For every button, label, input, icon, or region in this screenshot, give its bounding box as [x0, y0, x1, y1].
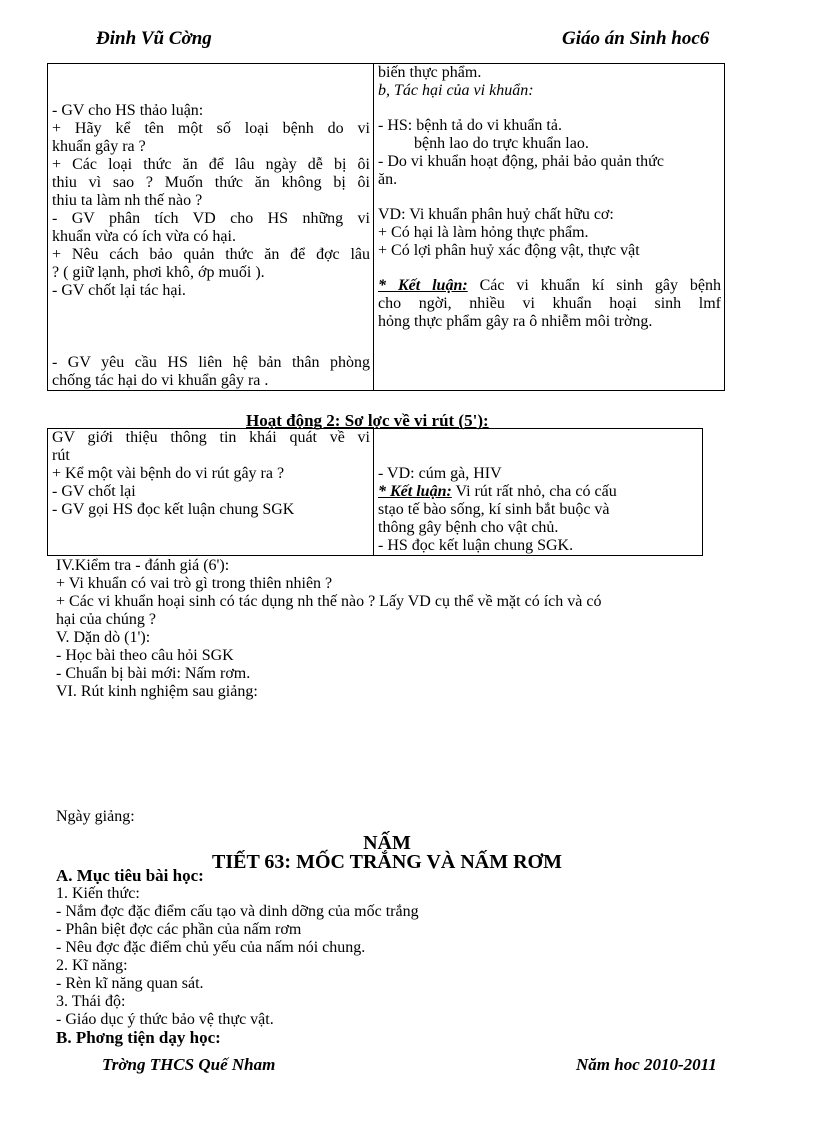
table2-right-cell — [374, 429, 703, 556]
table1-left-line: ? ( giữ lạnh, phơi khô, ớp muối ). — [52, 264, 265, 281]
table2-left-cell — [48, 429, 374, 556]
conclusion-line — [378, 277, 721, 295]
conclusion-line: hỏng thực phẩm gây ra ô nhiễm môi trờng. — [378, 313, 653, 330]
review-line: IV.Kiểm tra - đánh giá (6'): — [56, 557, 230, 574]
objective-line: 1. Kiến thức: — [56, 885, 140, 902]
date-label: Ngày giảng: — [56, 808, 135, 825]
table1-left-line: - GV chốt lại tác hại. — [52, 282, 186, 299]
lesson-table-2 — [47, 428, 703, 556]
conclusion-line: stạo tế bào sống, kí sinh bắt buộc và — [378, 501, 610, 518]
objective-line: - Nêu đợc đặc điểm chủ yếu của nấm nói chung. — [56, 939, 366, 956]
objective-line: - Phân biệt đợc các phần của nấm rơm — [56, 921, 302, 938]
table1-right-line: ăn. — [378, 171, 398, 188]
table1-right-line: bệnh lao do trực khuẩn lao. — [414, 135, 589, 152]
table1-left-line: thiu vì sao ? Muốn thức ăn không bị ôi — [52, 174, 370, 191]
table1-left-line: khuẩn vừa có ích vừa có hại. — [52, 228, 236, 245]
table1-right-line: + Có lợi phân huỷ xác động vật, thực vật — [378, 242, 640, 259]
objective-line: - Nắm đợc đặc điểm cấu tạo và dinh dỡng của mốc trắng — [56, 903, 419, 920]
conclusion-line — [378, 483, 699, 501]
header-author: Đinh Vũ Cờng — [96, 28, 212, 49]
footer-year: Năm hoc 2010-2011 — [576, 1055, 717, 1074]
conclusion-line: thông gây bệnh cho vật chủ. — [378, 519, 559, 536]
table1-left-line: chống tác hại do vi khuẩn gây ra . — [52, 372, 269, 389]
table2-left-line: + Kể một vài bệnh do vi rút gây ra ? — [52, 465, 285, 482]
lesson-table-1 — [47, 63, 725, 391]
review-section — [56, 557, 736, 701]
header-subject: Giáo án Sinh hoc6 — [562, 28, 710, 49]
table1-left-line: khuẩn gây ra ? — [52, 138, 146, 155]
table1-left-line: - GV yêu cầu HS liên hệ bản thân phòng — [52, 354, 370, 371]
table2-left-line: GV giới thiệu thông tin khái quát về vi — [52, 429, 370, 446]
table1-left-line: - GV phân tích VD cho HS những vi — [52, 210, 370, 227]
table1-right-cell — [374, 64, 725, 391]
review-line: V. Dặn dò (1'): — [56, 629, 151, 646]
conclusion-line: cho ngời, nhiều vi khuẩn hoại sinh lmf — [378, 295, 721, 312]
table1-left-line: + Nêu cách bảo quản thức ăn để đợc lâu — [52, 246, 370, 263]
conclusion-text: Các vi khuẩn kí sinh gây bệnh — [467, 277, 721, 294]
table1-left-line: thiu ta làm nh thế nào ? — [52, 192, 203, 209]
table2-left-line: - GV chốt lại — [52, 483, 136, 500]
table1-right-line: VD: Vi khuẩn phân huỷ chất hữu cơ: — [378, 206, 614, 223]
activity2-title: Hoạt động 2: Sơ lợc về vi rút (5'): — [246, 411, 489, 430]
table2-right-line: - VD: cúm gà, HIV — [378, 465, 502, 482]
objective-line: 2. Kĩ năng: — [56, 957, 128, 974]
conclusion-label: * Kết luận: — [378, 483, 452, 500]
review-line: - Chuẩn bị bài mới: Nấm rơm. — [56, 665, 251, 682]
section-a-heading: A. Mục tiêu bài học: — [56, 866, 204, 885]
conclusion-label: * Kết luận: — [378, 277, 468, 294]
table1-right-line: biến thực phẩm. — [378, 64, 482, 81]
objective-line: - Giáo dục ý thức bảo vệ thực vật. — [56, 1011, 274, 1028]
table1-left-line: + Hãy kể tên một số loại bệnh do vi — [52, 120, 370, 137]
table1-right-line: - Do vi khuẩn hoạt động, phải bảo quản thức — [378, 153, 664, 170]
table2-right-line: - HS đọc kết luận chung SGK. — [378, 537, 574, 554]
footer-school: Trờng THCS Quế Nham — [102, 1055, 276, 1074]
review-line: - Học bài theo câu hỏi SGK — [56, 647, 234, 664]
lesson-title-main: NẤM — [363, 832, 411, 854]
objective-line: - Rèn kĩ năng quan sát. — [56, 975, 204, 992]
review-line: hại của chúng ? — [56, 611, 156, 628]
subheading-harm: b, Tác hại của vi khuẩn: — [378, 82, 534, 99]
review-line: + Các vi khuẩn hoại sinh có tác dụng nh thế nào ? Lấy VD cụ thể về mặt có ích và có — [56, 593, 602, 610]
table1-left-line: - GV cho HS thảo luận: — [52, 102, 204, 119]
section-b-heading: B. Phơng tiện dạy học: — [56, 1028, 221, 1047]
review-line: + Vi khuẩn có vai trò gì trong thiên nhiên ? — [56, 575, 333, 592]
table1-left-cell — [48, 64, 374, 391]
objectives-list — [56, 885, 736, 1029]
review-line: VI. Rút kinh nghiệm sau giảng: — [56, 683, 258, 700]
table2-left-line: - GV gọi HS đọc kết luận chung SGK — [52, 501, 295, 518]
conclusion-text: Vi rút rất nhỏ, cha có cấu — [451, 483, 617, 500]
table1-right-line: - HS: bệnh tả do vi khuẩn tả. — [378, 117, 562, 134]
lesson-title-sub: TIẾT 63: MỐC TRẮNG VÀ NẤM RƠM — [211, 851, 562, 873]
table1-left-line: + Các loại thức ăn để lâu ngày dễ bị ôi — [52, 156, 370, 173]
table2-left-line: rút — [52, 447, 70, 464]
objective-line: 3. Thái độ: — [56, 993, 126, 1010]
table1-right-line: + Có hại là làm hỏng thực phẩm. — [378, 224, 589, 241]
